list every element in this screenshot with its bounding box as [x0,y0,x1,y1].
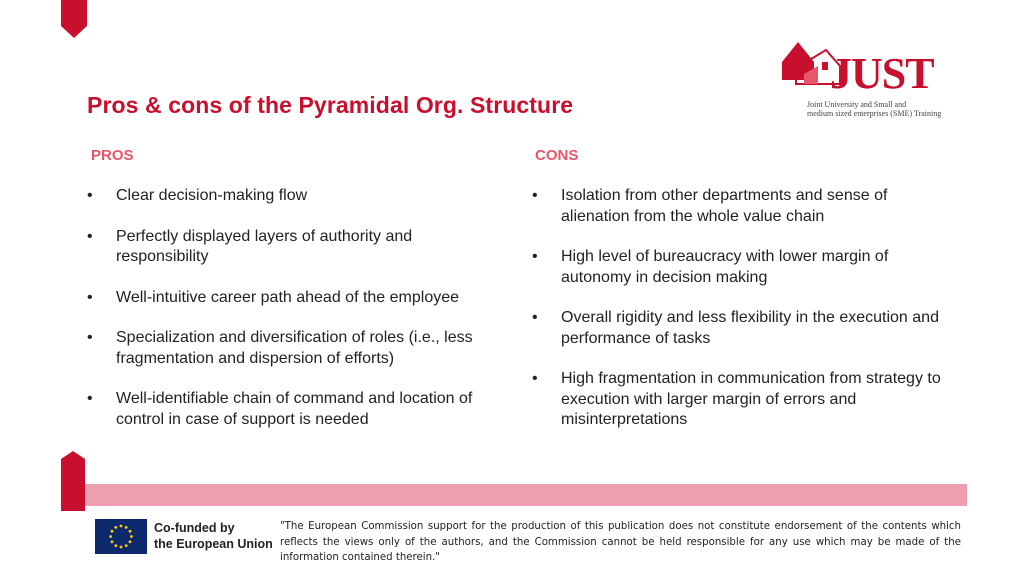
top-ribbon-decoration [61,0,87,38]
pros-list-item [87,389,507,430]
pros-list-item [87,186,507,207]
cons-list-item [532,186,947,227]
side-ribbon-decoration [61,451,85,511]
pros-item-text: Well-intuitive career path ahead of the employee [116,288,460,306]
cons-list [532,186,947,451]
pros-list-item [87,227,507,268]
bullet-icon: • [532,309,538,326]
bullet-icon: • [87,390,93,407]
cons-list-item [532,247,947,288]
cons-heading: CONS [535,147,579,164]
disclaimer-text: "The European Commission support for the production of this publication does not constitute endorsement of the contents which reflects the views only of the authors, and the Commission cannot be held responsible for any use which may be made of the information contained therein." [280,521,961,563]
bullet-icon: • [87,187,93,204]
eu-line2: the European Union [154,537,273,551]
logo-subtitle-line2: medium sized enterprises (SME) Training [807,109,942,118]
bullet-icon: • [87,288,93,306]
pros-heading: PROS [91,147,134,164]
cons-item-text: Isolation from other departments and sense of alienation from the whole value chain [561,187,888,225]
bullet-icon: • [87,227,93,245]
pros-list-item [87,288,507,309]
eu-stars-icon [95,519,147,554]
pros-item-text: Specialization and diversification of roles (i.e., less fragmentation and dispersion of efforts) [116,329,473,367]
cons-list-item [532,369,947,431]
cons-list-item [532,308,947,349]
pros-item-text: Perfectly displayed layers of authority and responsibility [116,227,413,265]
logo-subtitle-line1: Joint University and Small and [807,100,907,109]
cons-item-text: High fragmentation in communication from strategy to execution with larger margin of errors and misinterpretations [561,370,941,428]
slide-title: Pros & cons of the Pyramidal Org. Structure [87,92,574,118]
pros-item-text: Well-identifiable chain of command and location of control in case of support is needed [116,390,473,428]
pros-list [87,186,507,450]
just-logo [782,40,967,120]
cons-item-text: Overall rigidity and less flexibility in the execution and performance of tasks [561,309,939,347]
bullet-icon: • [532,370,538,387]
logo-subtitle [807,100,941,118]
bullet-icon: • [532,248,538,265]
logo-wordmark: JUST [830,49,934,98]
footer-divider-bar [85,484,967,506]
bullet-icon: • [532,187,538,204]
eu-line1: Co-funded by [154,521,235,535]
pros-list-item [87,328,507,369]
pros-item-text: Clear decision-making flow [116,187,308,204]
eu-flag-icon [95,519,147,554]
bullet-icon: • [87,329,93,346]
cons-item-text: High level of bureaucracy with lower margin of autonomy in decision making [561,248,889,286]
eu-cofunded-label [154,520,274,552]
